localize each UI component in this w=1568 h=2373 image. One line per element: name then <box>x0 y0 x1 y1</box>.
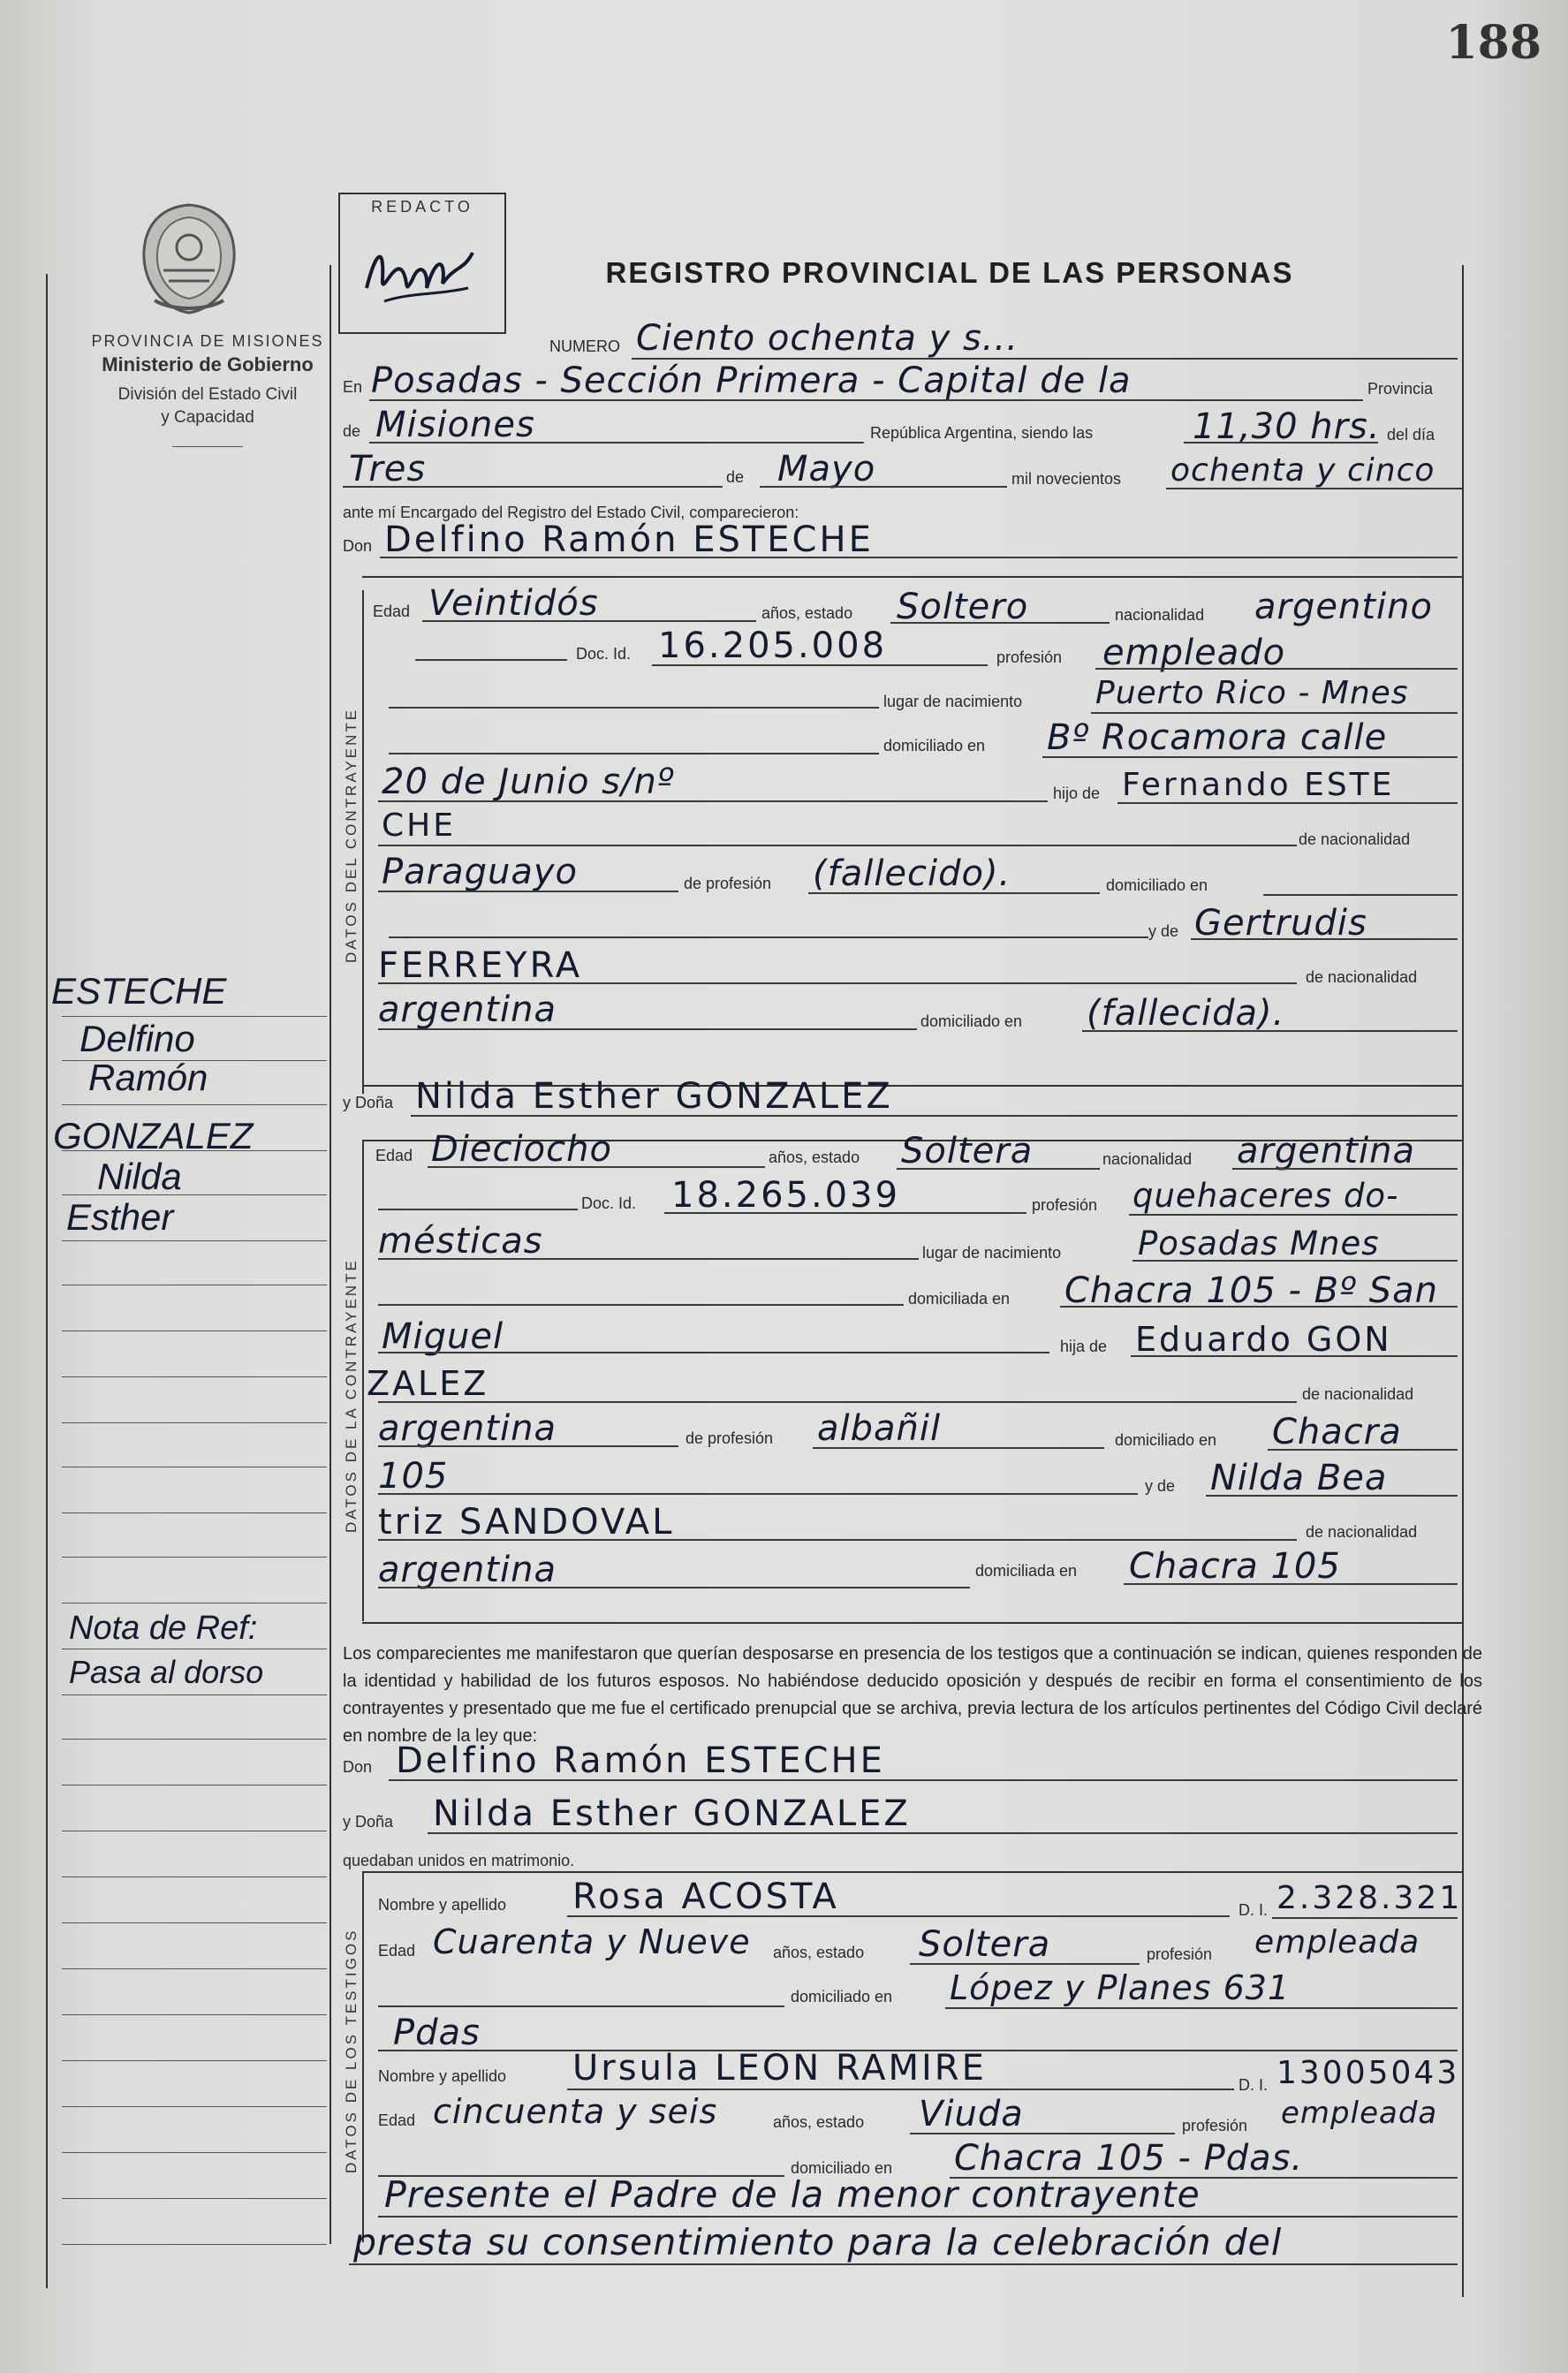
bride-prof-underline <box>1129 1214 1458 1216</box>
margin-rule <box>62 2106 327 2107</box>
year-value: ochenta y cinco <box>1170 452 1435 489</box>
w2-edad-label: Edad <box>378 2111 416 2129</box>
w1-di: 2.328.321 <box>1276 1880 1463 1916</box>
groom-mother-dom: (fallecida). <box>1087 993 1285 1034</box>
decl-groom-underline <box>389 1779 1458 1781</box>
w1-anos-label: años, estado <box>773 1944 865 1961</box>
groom-mother-nat-underline <box>378 1028 917 1030</box>
bride-y-de-label: y de <box>1145 1477 1176 1495</box>
margin-bride-second: Esther <box>66 1196 174 1238</box>
bride-father-dom1: Chacra <box>1272 1412 1402 1452</box>
w1-address-underline <box>945 2007 1458 2009</box>
bride-father-underline <box>1131 1355 1458 1357</box>
margin-rule <box>62 1016 327 1017</box>
groom-nationality: argentino <box>1254 587 1433 627</box>
registry-title: REGISTRO PROVINCIAL DE LAS PERSONAS <box>605 256 1294 289</box>
w1-profession: empleada <box>1254 1924 1420 1960</box>
decl-bride-underline <box>428 1832 1458 1834</box>
bride-profession1: quehaceres do- <box>1132 1177 1399 1215</box>
w1-status-underline <box>910 1963 1140 1965</box>
del-dia-label: del día <box>1387 426 1435 444</box>
decl-groom: Delfino Ramón ESTECHE <box>396 1740 885 1781</box>
ministry-label: Ministerio de Gobierno <box>102 353 314 376</box>
day-underline <box>343 486 723 488</box>
bride-mother-nat-underline <box>378 1587 970 1588</box>
bride-mother1-underline <box>1206 1495 1458 1497</box>
groom-dom-label: domiciliado en <box>883 737 986 754</box>
groom-profession: empleado <box>1102 633 1286 673</box>
bride-doc-label: Doc. Id. <box>581 1194 637 1212</box>
w1-edad-label: Edad <box>378 1942 416 1960</box>
groom-address1: Bº Rocamora calle <box>1047 717 1388 758</box>
provincia-label: Provincia <box>1367 380 1434 398</box>
bride-mother2-underline <box>378 1539 1297 1541</box>
groom-birth-underline <box>1091 712 1458 714</box>
groom-doc-label: Doc. Id. <box>576 645 632 663</box>
w1-age: Cuarenta y Nueve <box>433 1922 751 1961</box>
margin-rule <box>62 2060 327 2061</box>
groom-mother1-underline <box>1191 938 1458 940</box>
footer-line1-underline <box>378 2216 1458 2218</box>
margin-bride-surname: GONZALEZ <box>53 1115 254 1156</box>
w2-name: Ursula LEON RAMIRE <box>572 2048 987 2089</box>
margin-rule <box>62 1694 327 1695</box>
groom-mother-nat: argentina <box>378 989 557 1030</box>
margin-rule <box>62 1104 327 1105</box>
bride-mother2: triz SANDOVAL <box>378 1502 675 1543</box>
margin-rule <box>62 2014 327 2015</box>
bride-mother-dom-label: domiciliada en <box>975 1562 1078 1580</box>
w1-name: Rosa ACOSTA <box>572 1876 839 1917</box>
province-seal-icon <box>137 201 241 316</box>
ante-label: ante mí Encargado del Registro del Estado Civil, comparecieron: <box>343 504 799 521</box>
bride-prof2-underline <box>378 1258 919 1260</box>
groom-birth-label: lugar de nacimiento <box>883 693 1023 710</box>
left-margin-border <box>46 274 48 2288</box>
province-value: Misiones <box>375 405 535 445</box>
groom-edad-label: Edad <box>373 603 411 620</box>
margin-rule <box>62 1739 327 1740</box>
w1-address2: Pdas <box>393 2013 481 2053</box>
bride-doc: 18.265.039 <box>671 1175 901 1216</box>
numero-underline <box>632 358 1458 360</box>
margin-rule <box>62 2152 327 2153</box>
margin-groom-first: Delfino <box>80 1018 195 1059</box>
bride-father-prof-underline <box>813 1447 1104 1449</box>
groom-doc-underline <box>652 664 988 666</box>
margin-groom-second: Ramón <box>88 1057 208 1098</box>
witness-box-left <box>362 1871 364 2242</box>
w2-name-underline <box>567 2089 1234 2090</box>
decl-don-label: Don <box>343 1758 373 1776</box>
margin-rule <box>62 1376 327 1377</box>
bride-anos-label: años, estado <box>769 1149 860 1166</box>
bride-de-nac-label: de nacionalidad <box>1302 1385 1414 1403</box>
bride-dom-underline <box>1060 1306 1458 1308</box>
groom-father2: CHE <box>382 807 456 844</box>
w2-anos-label: años, estado <box>773 2113 865 2131</box>
margin-rule <box>62 1557 327 1558</box>
groom-status: Soltero <box>897 587 1029 627</box>
numero-value: Ciento ochenta y s... <box>636 318 1019 359</box>
bride-father-dom2-underline <box>378 1493 1138 1495</box>
groom-address2-underline <box>378 800 1048 802</box>
rule-top <box>362 576 1462 578</box>
w2-dom-label: domiciliado en <box>791 2159 893 2177</box>
bride-birth-label: lugar de nacimiento <box>922 1244 1062 1262</box>
margin-nota2: Pasa al dorso <box>69 1654 264 1690</box>
groom-age-underline <box>422 620 756 622</box>
groom-dom-pre <box>389 753 879 754</box>
margin-rule <box>62 1922 327 1923</box>
bride-birthplace: Posadas Mnes <box>1138 1224 1380 1262</box>
w1-dom-label: domiciliado en <box>791 1988 893 2005</box>
bride-box-left <box>362 1140 364 1621</box>
margin-rule <box>62 2198 327 2199</box>
bride-father-dom2: 105 <box>378 1456 449 1497</box>
groom-birth-pre <box>389 707 879 709</box>
division-line1: División del Estado Civil <box>117 384 298 404</box>
margin-groom-surname: ESTECHE <box>51 970 227 1012</box>
bride-birth-underline <box>1132 1260 1458 1262</box>
groom-father-nat: Paraguayo <box>382 852 578 892</box>
bride-hija-label: hija de <box>1060 1338 1108 1355</box>
w1-address1: López y Planes 631 <box>950 1968 1291 2007</box>
bride-doc-pre <box>378 1209 578 1210</box>
groom-birthplace: Puerto Rico - Mnes <box>1095 675 1409 711</box>
decl-dona-label: y Doña <box>343 1813 394 1831</box>
redacto-stamp <box>338 193 506 334</box>
margin-rule <box>62 1150 327 1151</box>
groom-address2: 20 de Junio s/nº <box>382 762 675 802</box>
groom-mother-dom-label: domiciliado en <box>920 1012 1023 1030</box>
groom-mother2-underline <box>378 982 1297 984</box>
bride-father2-underline <box>378 1401 1297 1403</box>
bride-name: Nilda Esther GONZALEZ <box>415 1076 893 1117</box>
groom-section-label: DATOS DEL CONTRAYENTE <box>343 707 360 963</box>
groom-name-underline <box>380 557 1458 558</box>
groom-father-dom-underline <box>1263 894 1458 896</box>
division-line2: y Capacidad <box>161 407 254 427</box>
w2-status: Viuda <box>919 2094 1024 2134</box>
place-underline <box>369 399 1363 401</box>
province-label: PROVINCIA DE MISIONES <box>91 332 324 350</box>
margin-rule <box>62 1240 327 1241</box>
groom-mother2: FERREYRA <box>378 945 583 986</box>
groom-prof-underline <box>1095 668 1458 670</box>
groom-father-nat-underline <box>378 891 678 892</box>
w1-di-underline <box>1272 1917 1458 1919</box>
groom-box-left <box>362 590 364 1094</box>
margin-bride-first: Nilda <box>97 1156 182 1197</box>
bride-dom-pre <box>378 1304 904 1306</box>
w2-age: cincuenta y seis <box>433 2092 718 2131</box>
form-right-border <box>1462 265 1464 2297</box>
groom-doc-pre <box>415 659 567 661</box>
redacto-label: REDACTO <box>371 198 473 216</box>
groom-de-nac-label: de nacionalidad <box>1299 830 1411 848</box>
bride-doc-underline <box>664 1212 1026 1214</box>
bride-section-label: DATOS DE LA CONTRAYENTE <box>343 1258 360 1533</box>
bride-address2: Miguel <box>382 1316 504 1357</box>
bride-nat-underline <box>1232 1168 1458 1170</box>
groom-mother-dom-underline <box>1082 1030 1458 1032</box>
bride-dom-label: domiciliada en <box>908 1290 1011 1308</box>
groom-father-prof: (fallecido). <box>813 853 1011 894</box>
bride-father-dom-label: domiciliado en <box>1115 1431 1217 1449</box>
bride-father1: Eduardo GON <box>1135 1320 1392 1359</box>
w2-profession: empleada <box>1281 2096 1438 2131</box>
bride-father2: ZALEZ <box>367 1364 489 1403</box>
bride-name-underline <box>411 1115 1458 1117</box>
en-label: En <box>343 378 363 396</box>
bride-father-dom-underline <box>1268 1449 1458 1451</box>
bride-address1: Chacra 105 - Bº San <box>1064 1270 1438 1311</box>
bride-age: Dieciocho <box>431 1129 612 1170</box>
groom-father-prof-underline <box>808 892 1100 894</box>
groom-y-de-label: y de <box>1148 922 1179 940</box>
bride-mother-dom: Chacra 105 <box>1129 1546 1341 1587</box>
w2-status-underline <box>910 2133 1175 2134</box>
groom-de-nac-label2: de nacionalidad <box>1306 968 1418 986</box>
bride-nac-label: nacionalidad <box>1102 1150 1193 1168</box>
bride-prof-label: profesión <box>1032 1196 1098 1214</box>
bride-dona-label: y Doña <box>343 1094 394 1111</box>
groom-name: Delfino Ramón ESTECHE <box>384 519 874 560</box>
margin-rule <box>62 1422 327 1423</box>
issuer-block <box>35 330 380 447</box>
margin-rule <box>62 1060 327 1061</box>
w2-nombre-label: Nombre y apellido <box>378 2067 507 2085</box>
witness-section-label: DATOS DE LOS TESTIGOS <box>343 1928 360 2173</box>
groom-father2-underline <box>378 845 1297 846</box>
place-value: Posadas - Sección Primera - Capital de la <box>371 360 1132 401</box>
numero-label: NUMERO <box>549 337 620 355</box>
groom-dom-underline <box>1042 756 1458 758</box>
bride-age-underline <box>428 1166 765 1168</box>
decl-bride: Nilda Esther GONZALEZ <box>433 1793 911 1834</box>
groom-father1: Fernando ESTE <box>1122 767 1395 803</box>
margin-rule <box>62 1876 327 1877</box>
rule-bride-end <box>362 1622 1462 1624</box>
bride-status-underline <box>897 1168 1100 1170</box>
w1-nombre-label: Nombre y apellido <box>378 1896 507 1914</box>
bride-father-nat-underline <box>378 1445 678 1447</box>
w1-prof-label: profesión <box>1147 1945 1213 1963</box>
groom-prof-label: profesión <box>996 648 1063 666</box>
bride-mother-dom-underline <box>1124 1583 1458 1585</box>
bride-father-prof: albañil <box>817 1408 942 1449</box>
w2-prof-label: profesión <box>1182 2117 1248 2134</box>
groom-father-underline <box>1117 802 1458 804</box>
bride-profession2: mésticas <box>378 1221 543 1262</box>
month-underline <box>760 486 1007 488</box>
bride-de-nac-label2: de nacionalidad <box>1306 1523 1418 1541</box>
margin-rule <box>62 1194 327 1195</box>
bride-edad-label: Edad <box>375 1147 413 1164</box>
footer-line2-underline <box>349 2263 1458 2265</box>
groom-mother-pre <box>389 936 1148 938</box>
groom-hijo-label: hijo de <box>1053 785 1101 802</box>
rule-witness-top <box>362 1871 1462 1873</box>
w1-name-underline <box>567 1915 1230 1917</box>
margin-nota1: Nota de Ref: <box>69 1610 258 1647</box>
month-value: Mayo <box>777 449 876 489</box>
republica-label: República Argentina, siendo las <box>870 424 1094 442</box>
margin-rule <box>62 2244 327 2245</box>
footer-line1: Presente el Padre de la menor contrayente <box>384 2173 1201 2216</box>
bride-status: Soltera <box>901 1131 1034 1171</box>
groom-dom-en-label: domiciliado en <box>1106 876 1208 894</box>
separator <box>172 446 243 447</box>
w2-address: Chacra 105 - Pdas. <box>954 2138 1304 2179</box>
w1-dom-pre <box>378 2005 784 2007</box>
bride-mother1: Nilda Bea <box>1210 1458 1388 1498</box>
province-underline <box>369 442 864 444</box>
bride-de-prof-label: de profesión <box>686 1429 774 1447</box>
don-label: Don <box>343 537 373 555</box>
mil-label: mil novecientos <box>1011 470 1122 488</box>
w1-di-label: D. I. <box>1238 1901 1269 1919</box>
time-underline <box>1184 442 1378 444</box>
groom-anos-label: años, estado <box>761 604 853 622</box>
w2-di-label: D. I. <box>1238 2076 1269 2094</box>
bride-nationality: argentina <box>1237 1131 1415 1171</box>
year-underline <box>1166 488 1462 489</box>
bride-father-nat: argentina <box>378 1408 557 1449</box>
w1-status: Soltera <box>919 1924 1051 1965</box>
signature-icon <box>358 235 481 315</box>
groom-de-prof-label: de profesión <box>684 875 772 892</box>
margin-rule <box>62 1968 327 1969</box>
time-value: 11,30 hrs. <box>1193 406 1381 447</box>
groom-age: Veintidós <box>428 583 599 624</box>
de-label: de <box>343 422 361 440</box>
form-left-border <box>330 265 331 2244</box>
decl-unidos: quedaban unidos en matrimonio. <box>343 1852 575 1869</box>
groom-nac-label: nacionalidad <box>1115 606 1205 624</box>
groom-mother1: Gertrudis <box>1194 903 1367 944</box>
page-number: 188 <box>1445 16 1541 70</box>
bride-address2-underline <box>378 1352 1049 1353</box>
declaration-text: Los comparecientes me manifestaron que querían desposarse en presencia de los testigos que a continuación se indican, quienes responden de la identidad y habilidad de los futuros esposos. No habiéndose deducido oposición y después de recibir en forma el consentimiento de los contrayentes y presentado que me fue el certificado prenupcial que se archiva, previa lectura de los artículos pertinentes del Código Civil declaré en nombre de la ley que: <box>343 1644 1482 1746</box>
footer-line2: presta su consentimiento para la celebración del <box>353 2221 1283 2263</box>
groom-status-underline <box>890 622 1110 624</box>
de-month-label: de <box>726 468 745 486</box>
day-value: Tres <box>349 449 427 489</box>
groom-doc: 16.205.008 <box>658 625 888 666</box>
bride-mother-nat: argentina <box>378 1550 557 1590</box>
w2-di: 13005043 <box>1276 2055 1460 2091</box>
